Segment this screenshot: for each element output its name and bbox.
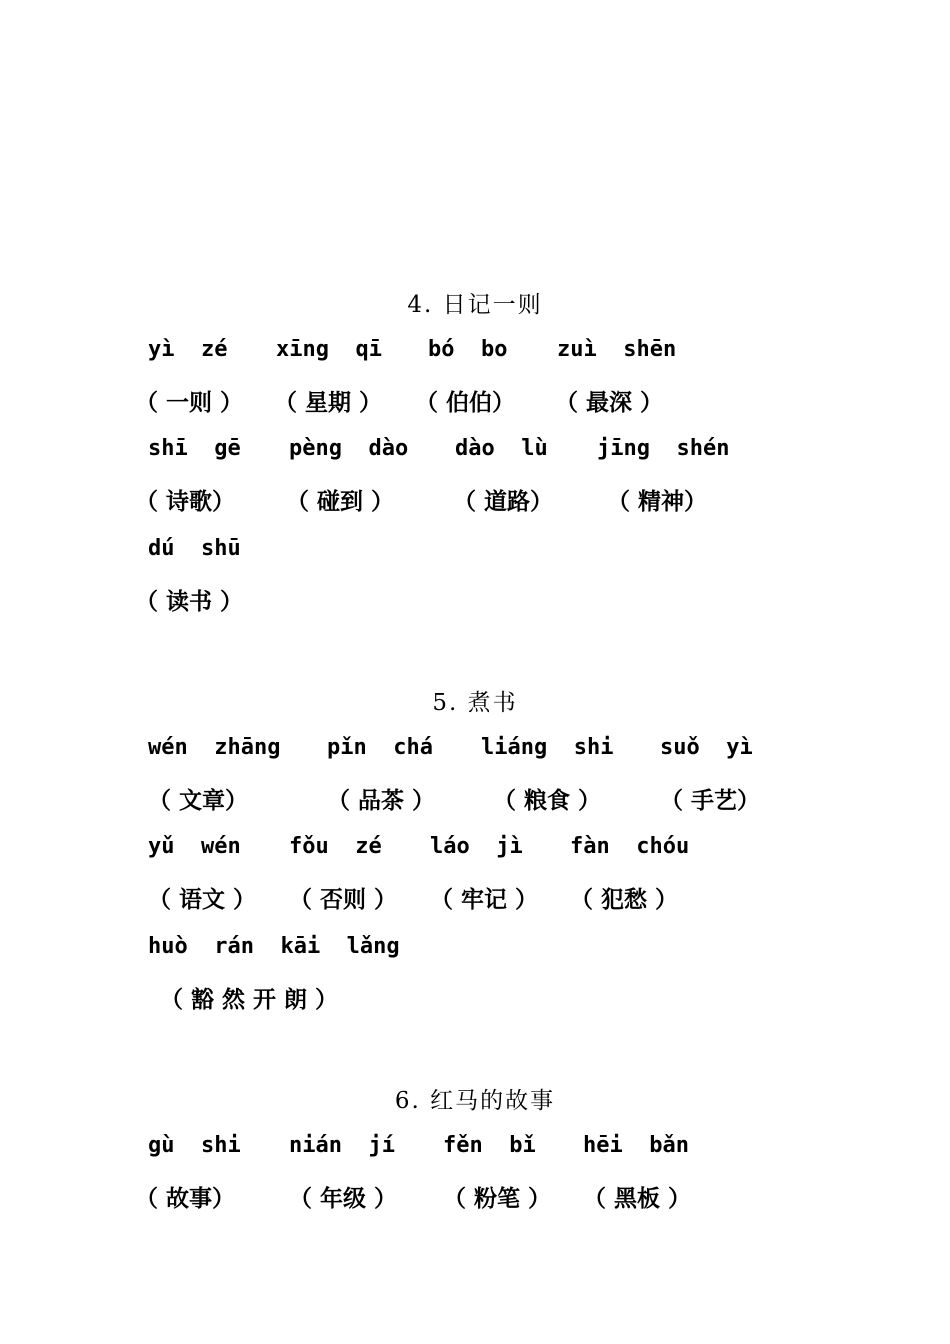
answer-item: （ 品茶 ） — [327, 788, 436, 814]
pinyin-item: huò rán kāi lǎng — [148, 934, 400, 959]
answer-item: （ 粉笔 ） — [443, 1186, 552, 1212]
pinyin-item: bó bo — [428, 337, 508, 362]
answer-item: （ 精神） — [607, 489, 708, 515]
answer-item: （ 犯愁 ） — [570, 887, 679, 913]
answer-item: （ 读书 ） — [135, 589, 244, 615]
pinyin-item: pǐn chá — [327, 735, 433, 760]
pinyin-item: shī gē — [148, 436, 241, 461]
pinyin-item: zuì shēn — [557, 337, 677, 362]
pinyin-item: dào lù — [455, 436, 548, 461]
answer-item: （ 道路） — [453, 489, 554, 515]
pinyin-item: wén zhāng — [148, 735, 281, 760]
answer-item: （ 否则 ） — [289, 887, 398, 913]
pinyin-item: láo jì — [430, 834, 523, 859]
pinyin-item: fěn bǐ — [443, 1133, 536, 1158]
answer-item: （ 伯伯） — [415, 390, 516, 416]
pinyin-item: liáng shi — [481, 735, 614, 760]
answer-item: （ 一则 ） — [135, 390, 244, 416]
pinyin-item: yǔ wén — [148, 834, 241, 859]
pinyin-item: hēi bǎn — [583, 1133, 689, 1158]
answer-item: （ 粮食 ） — [493, 788, 602, 814]
pinyin-item: nián jí — [289, 1133, 395, 1158]
pinyin-item: yì zé — [148, 337, 228, 362]
answer-item: （ 最深 ） — [555, 390, 664, 416]
section-title: 4. 日记一则 — [407, 292, 543, 318]
pinyin-item: fàn chóu — [570, 834, 690, 859]
answer-item: （ 语文 ） — [148, 887, 257, 913]
answer-item: （ 年级 ） — [289, 1186, 398, 1212]
answer-item: （ 故事） — [135, 1186, 236, 1212]
answer-item: （ 星期 ） — [274, 390, 383, 416]
answer-item: （ 诗歌） — [135, 489, 236, 515]
answer-item: （ 碰到 ） — [286, 489, 395, 515]
section-title: 6. 红马的故事 — [394, 1088, 556, 1114]
pinyin-item: dú shū — [148, 536, 241, 561]
pinyin-item: fǒu zé — [289, 834, 382, 859]
answer-item: （ 手艺） — [660, 788, 761, 814]
pinyin-item: xīng qī — [276, 337, 382, 362]
answer-item: （ 牢记 ） — [430, 887, 539, 913]
section-title: 5. 煮书 — [432, 690, 518, 716]
answer-item: （ 黑板 ） — [583, 1186, 692, 1212]
pinyin-item: gù shi — [148, 1133, 241, 1158]
answer-item: （ 文章） — [148, 788, 249, 814]
pinyin-item: jīng shén — [597, 436, 730, 461]
pinyin-item: suǒ yì — [660, 735, 753, 760]
pinyin-item: pèng dào — [289, 436, 409, 461]
answer-item: （ 豁 然 开 朗 ） — [160, 987, 339, 1013]
